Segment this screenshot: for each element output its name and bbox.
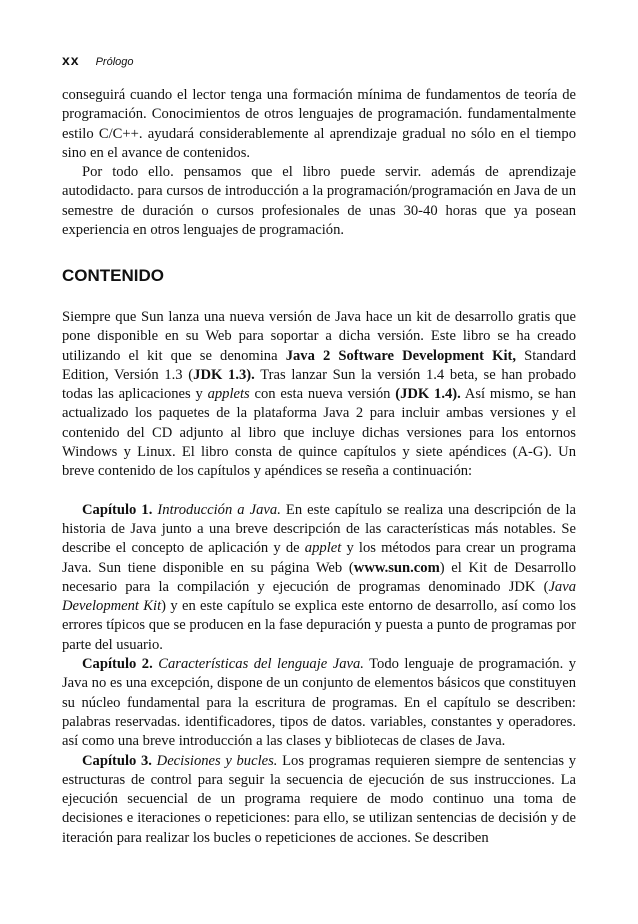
section-heading: CONTENIDO — [62, 266, 164, 285]
chapter-title: Características del lenguaje Java. — [158, 656, 364, 673]
text-run: Siempre que Sun lanza una nueva versión de Java hace un kit de desarrollo gratis que pone disponible en su Web para soportar a dicha versión. Este libro se ha creado utilizando el kit que se denomina — [62, 309, 576, 364]
text-run: Todo lenguaje de programación. y Java no es una excepción, dispone de un conjunto de elementos básicos que constituyen su núcleo fundamental para la escritura de programas. En el capítulo se describen: palabras reservadas. identificadores, tipos de datos. variables, constantes y operadores. así como una breve introducción a las clases y bibliotecas de clases de Java. — [62, 656, 577, 750]
italic-run: Java Development Kit — [62, 578, 576, 615]
chapter-title: Decisiones y bucles. — [156, 752, 278, 769]
bold-run: Java 2 Software Development Kit, — [285, 347, 517, 364]
bold-run: www.sun.com — [353, 559, 440, 576]
text-run: y los métodos para crear un programa Java. Sun tiene disponible en su página Web ( — [62, 540, 576, 576]
text-run: con esta nueva versión — [249, 386, 396, 403]
content-intro-paragraph — [62, 308, 576, 482]
text-run: Los programas requieren siempre de sentencias y estructuras de control para seguir la secuencia de ejecución de sus instrucciones. La ejecución secuencial de un programa requiere de modo continuo una toma de decisiones e iteraciones o repeticiones: para ello, se utilizan sentencias de decisión y de iteración para realizar los bucles o repeticiones de acciones. Se describen — [62, 752, 576, 846]
running-title: Prólogo — [95, 56, 134, 68]
chapter-title: Introducción a Java. — [157, 501, 281, 518]
text-run: ) y en este capítulo se explica este entorno de desarrollo, así como los errores típicos que se producen en la fase depuración y puesta a punto de programas por parte del usuario. — [62, 598, 576, 653]
page-header — [62, 52, 134, 70]
page-number: xx — [62, 52, 80, 68]
intro-text — [62, 86, 576, 240]
text-run: En este capítulo se realiza una descripción de la historia de Java junto a una breve descripción de las características más notables. Se describe el concepto de aplicación y de — [62, 501, 576, 557]
bold-run: (JDK 1.4). — [395, 386, 461, 403]
chapter-label: Capítulo 1. — [82, 501, 153, 518]
italic-run: applet — [304, 540, 342, 557]
italic-run: applets — [207, 386, 250, 403]
text-run: Así mismo, se han actualizado los paquetes de la plataforma Java 2 para incluir ambas versiones y el contenido del CD adjunto al libro que incluye dichas versiones para los entornos Windows y Linux. El libro consta de quince capítulos y siete apéndices (A-G). Un breve contenido de los capítulos y apéndices se reseña a continuación: — [62, 386, 577, 480]
bold-run: JDK 1.3). — [193, 366, 255, 383]
intro-paragraph-2: Por todo ello. pensamos que el libro puede servir. además de aprendizaje autodidacto. para cursos de introducción a la programación/programación en Java de un semestre de duración o cursos profesionales de unas 30-40 horas que ya posean experiencia en otros lenguajes de programación. — [62, 164, 576, 239]
text-run: Standard Edition, Versión 1.3 ( — [62, 347, 577, 383]
chapter-label: Capítulo 2. — [82, 656, 153, 673]
chapter-1-paragraph — [62, 501, 576, 655]
intro-paragraph-1: conseguirá cuando el lector tenga una formación mínima de fundamentos de teoría de programación. Conocimientos de otros lenguajes de programación. fundamentalmente estilo C/C++. ayudará considerablemente al aprendizaje gradual no sólo en el tiempo sino en el avance de contenidos. — [62, 87, 576, 161]
chapter-label: Capítulo 3. — [82, 752, 152, 769]
chapter-3-paragraph — [62, 752, 576, 848]
chapter-2-paragraph — [62, 655, 576, 751]
text-run: Tras lanzar Sun la versión 1.4 beta, se han probado todas las aplicaciones y — [62, 366, 576, 403]
text-run: ) el Kit de Desarrollo necesario para la compilación y ejecución de programas denominado JDK ( — [62, 559, 576, 595]
content-text — [62, 308, 576, 848]
